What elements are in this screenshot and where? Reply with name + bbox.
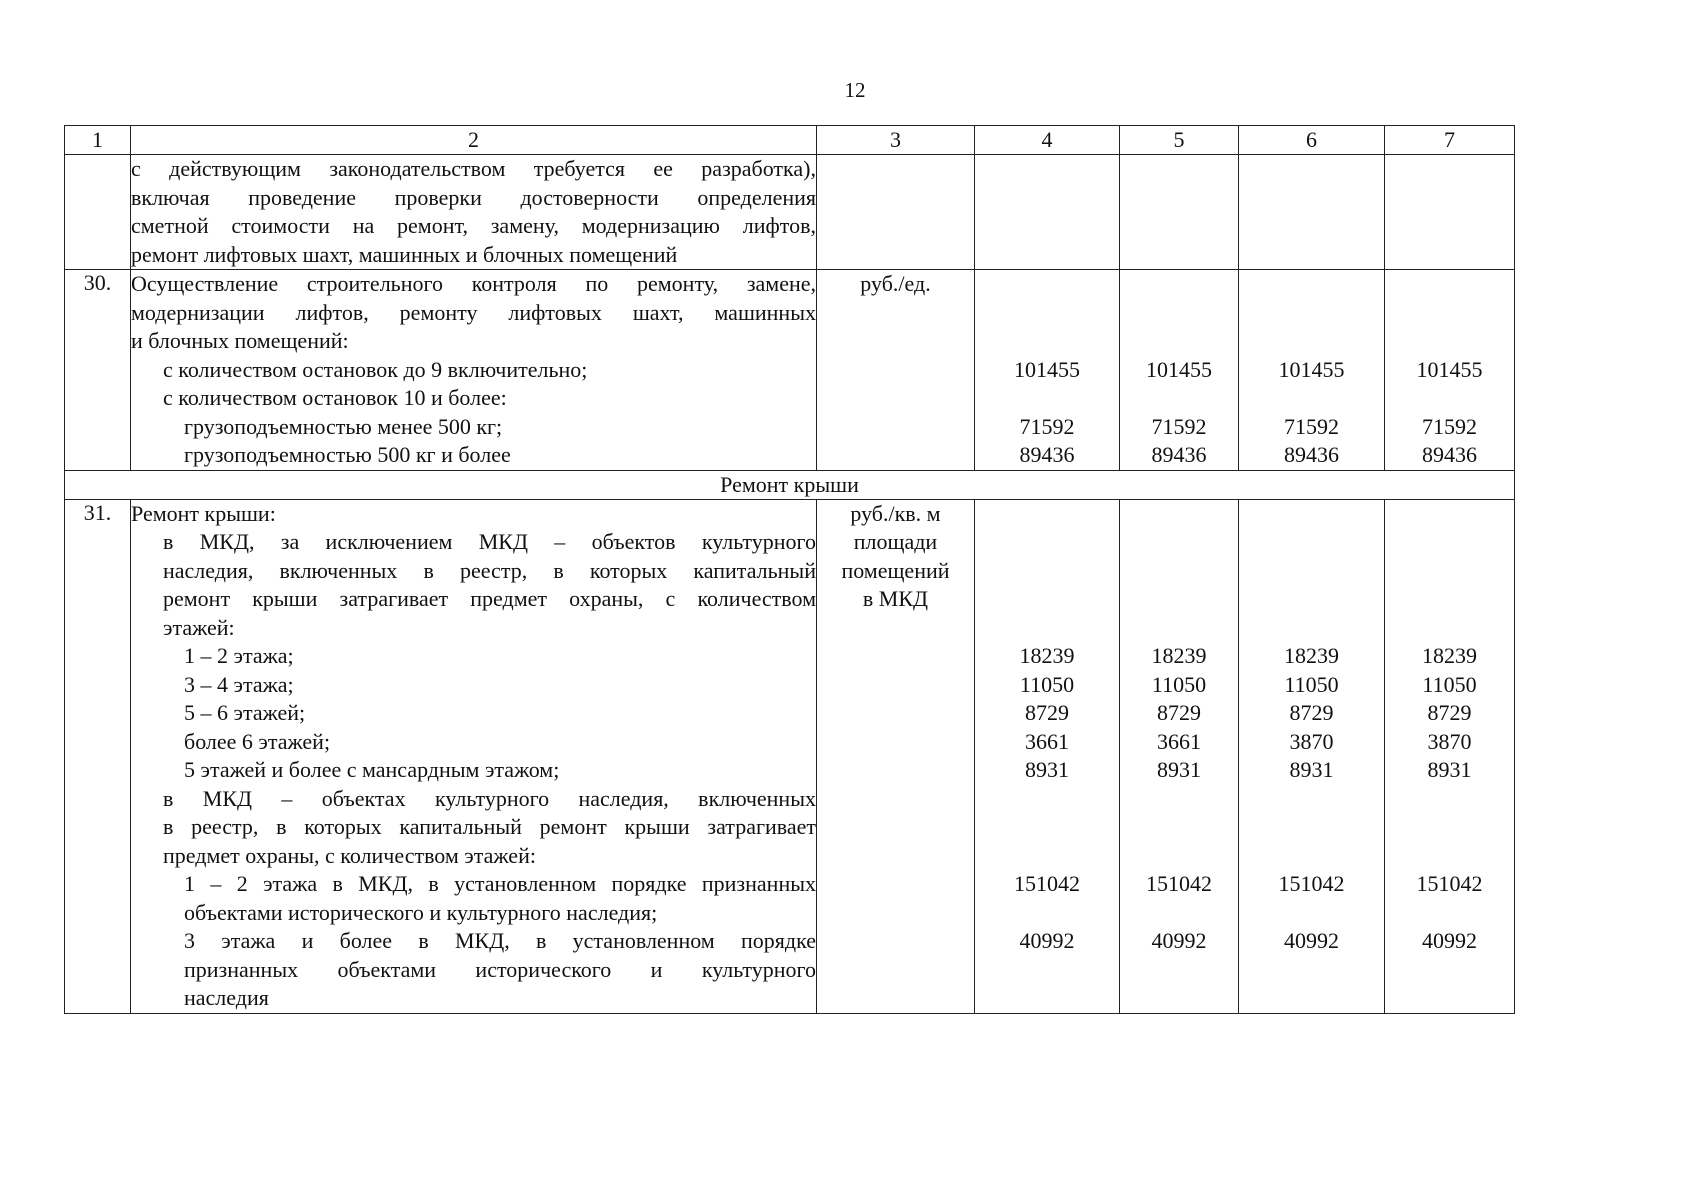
value-column-7: [1385, 270, 1515, 471]
value-line: 89436: [1422, 442, 1477, 467]
value-cell: [1239, 155, 1385, 270]
value-line: 8729: [1289, 700, 1334, 725]
value-line: [1239, 327, 1384, 356]
value-line: [1120, 984, 1238, 1013]
unit-cell: [817, 155, 975, 270]
value-line: [975, 614, 1119, 643]
description-line: Осуществление строительного контроля по ремонту, замене,: [131, 271, 816, 296]
value-cell: [1120, 155, 1239, 270]
section-header-row: [65, 470, 1515, 499]
description-line: с количеством остановок 10 и более:: [163, 385, 507, 410]
description-cell: [131, 499, 817, 1013]
value-line: [1239, 813, 1384, 842]
tariff-table: [64, 125, 1515, 1014]
unit-label: в МКД: [862, 586, 929, 611]
column-number: 4: [975, 126, 1120, 155]
value-line: 8931: [1025, 757, 1069, 782]
value-line: [1239, 585, 1384, 614]
description-line: грузоподъемностью менее 500 кг;: [184, 413, 503, 439]
description-line: предмет охраны, с количеством этажей:: [163, 842, 536, 868]
value-line: [975, 327, 1119, 356]
section-title: Ремонт крыши: [65, 470, 1515, 499]
column-number: 7: [1385, 126, 1515, 155]
description-line: 5 – 6 этажей;: [184, 700, 306, 725]
description-line: признанных объектами исторического и культурного: [184, 956, 816, 982]
value-line: [1385, 270, 1514, 299]
description-line: ремонт лифтовых шахт, машинных и блочных помещений: [131, 241, 678, 267]
value-line: 40992: [1151, 928, 1207, 953]
description-cell: [131, 155, 817, 270]
value-line: [1120, 614, 1238, 643]
value-line: [975, 384, 1119, 413]
value-line: [1120, 528, 1238, 557]
value-line: 8729: [1427, 700, 1472, 725]
value-line: [1120, 899, 1238, 928]
value-line: [1385, 528, 1514, 557]
description-line: наследия: [184, 985, 269, 1010]
value-line: 101455: [1416, 356, 1483, 382]
value-line: [1239, 270, 1384, 299]
value-line: [975, 899, 1119, 928]
value-line: 11050: [1019, 671, 1075, 697]
value-line: [975, 585, 1119, 614]
value-line: 18239: [1284, 643, 1339, 668]
value-line: 151042: [1416, 871, 1483, 896]
column-number: 3: [817, 126, 975, 155]
value-line: 101455: [1014, 356, 1080, 382]
value-line: 8931: [1157, 757, 1201, 782]
value-line: [1385, 614, 1514, 643]
value-line: 8931: [1427, 757, 1472, 782]
value-line: [1385, 384, 1514, 413]
value-line: [1239, 899, 1384, 928]
description-line: с количеством остановок до 9 включительно;: [163, 356, 588, 382]
value-line: 3661: [1025, 728, 1069, 754]
value-line: [975, 557, 1119, 586]
value-line: 89436: [1284, 442, 1339, 467]
value-line: [975, 842, 1119, 871]
value-line: 11050: [1422, 671, 1477, 697]
value-line: [1239, 842, 1384, 871]
description-line: модернизации лифтов, ремонту лифтовых шахт, машинных: [131, 299, 816, 325]
description-line: 1 – 2 этажа в МКД, в установленном порядке признанных: [184, 871, 816, 896]
value-line: [1385, 899, 1514, 928]
value-line: [975, 528, 1119, 557]
description-line: и блочных помещений:: [131, 328, 349, 353]
value-line: [1385, 585, 1514, 614]
value-line: 18239: [1019, 643, 1075, 668]
value-line: [1385, 842, 1514, 871]
continuation-row: [65, 155, 1515, 270]
value-line: [1120, 585, 1238, 614]
value-line: 3870: [1289, 728, 1334, 754]
value-line: [1239, 528, 1384, 557]
value-line: [1239, 614, 1384, 643]
value-column-5: [1120, 499, 1239, 1013]
description-line: ремонт крыши затрагивает предмет охраны, с количеством: [163, 586, 816, 611]
value-column-6: [1239, 499, 1385, 1013]
value-line: 71592: [1019, 413, 1075, 439]
value-line: [975, 813, 1119, 842]
row-number: 31.: [65, 499, 131, 1013]
value-line: [1385, 327, 1514, 356]
value-line: [1120, 956, 1238, 985]
value-line: 71592: [1422, 413, 1477, 439]
value-line: 40992: [1284, 928, 1339, 953]
value-line: 8729: [1025, 700, 1069, 725]
value-line: [1120, 813, 1238, 842]
unit-cell: [817, 270, 975, 471]
unit-label: помещений: [841, 557, 950, 583]
value-cell: [975, 155, 1120, 270]
value-line: 8729: [1157, 700, 1201, 725]
value-line: 40992: [1422, 928, 1477, 953]
value-line: 71592: [1284, 413, 1339, 439]
value-line: [975, 984, 1119, 1013]
value-line: 151042: [1014, 871, 1080, 896]
value-line: [1239, 299, 1384, 328]
value-line: [1385, 557, 1514, 586]
value-line: [975, 299, 1119, 328]
value-line: 89436: [1151, 442, 1207, 467]
value-line: [1120, 842, 1238, 871]
value-line: 18239: [1422, 643, 1477, 668]
description-line: объектами исторического и культурного наследия;: [184, 899, 658, 925]
row-number-cell: [65, 155, 131, 270]
value-line: [1385, 956, 1514, 985]
value-column-7: [1385, 499, 1515, 1013]
value-line: [1385, 785, 1514, 814]
description-line: 3 этажа и более в МКД, в установленном порядке: [184, 928, 816, 953]
value-line: 101455: [1278, 356, 1345, 382]
table-row-30: [65, 270, 1515, 471]
description-line: в МКД, за исключением МКД – объектов культурного: [163, 529, 816, 554]
value-line: 18239: [1151, 643, 1207, 668]
column-number: 1: [65, 126, 131, 155]
page-number: 12: [844, 78, 866, 102]
value-line: 11050: [1151, 671, 1207, 697]
value-cell: [1385, 155, 1515, 270]
value-line: 3870: [1427, 728, 1472, 754]
unit-label: руб./ед.: [860, 271, 931, 296]
value-line: [1120, 500, 1238, 529]
row-number: 30.: [65, 270, 131, 471]
description-line: 5 этажей и более с мансардным этажом;: [184, 757, 560, 782]
value-line: [1239, 984, 1384, 1013]
value-line: [1239, 384, 1384, 413]
value-line: [1385, 813, 1514, 842]
value-line: [1120, 785, 1238, 814]
value-line: 89436: [1019, 442, 1075, 467]
value-line: [975, 785, 1119, 814]
value-line: [1385, 984, 1514, 1013]
value-line: 151042: [1278, 871, 1345, 896]
description-line: с действующим законодательством требуется ее разработка),: [131, 156, 816, 181]
value-line: [1120, 299, 1238, 328]
value-line: 8931: [1289, 757, 1334, 782]
description-line: включая проведение проверки достоверности определения: [131, 184, 816, 210]
value-line: [1239, 785, 1384, 814]
value-line: [1385, 500, 1514, 529]
description-line: более 6 этажей;: [184, 728, 331, 754]
description-line: сметной стоимости на ремонт, замену, модернизацию лифтов,: [131, 213, 816, 238]
column-number: 2: [131, 126, 817, 155]
value-line: [975, 270, 1119, 299]
description-line: грузоподъемностью 500 кг и более: [184, 442, 511, 467]
description-line: Ремонт крыши:: [131, 500, 276, 526]
value-line: [1239, 557, 1384, 586]
value-column-5: [1120, 270, 1239, 471]
value-line: 40992: [1019, 928, 1075, 953]
description-line: наследия, включенных в реестр, в которых капитальный: [163, 557, 816, 583]
value-line: [1385, 299, 1514, 328]
description-line: в реестр, в которых капитальный ремонт крыши затрагивает: [163, 814, 816, 839]
description-line: 1 – 2 этажа;: [184, 643, 294, 668]
value-line: 71592: [1151, 413, 1207, 439]
value-column-4: [975, 499, 1120, 1013]
value-column-4: [975, 270, 1120, 471]
value-column-6: [1239, 270, 1385, 471]
value-line: 151042: [1146, 871, 1212, 896]
unit-cell: [817, 499, 975, 1013]
value-line: 101455: [1146, 356, 1212, 382]
value-line: [975, 956, 1119, 985]
value-line: [1239, 956, 1384, 985]
value-line: [1239, 500, 1384, 529]
unit-label: руб./кв. м: [850, 500, 941, 526]
value-line: [975, 500, 1119, 529]
description-line: в МКД – объектах культурного наследия, включенных: [163, 785, 816, 811]
value-line: 11050: [1284, 671, 1339, 697]
unit-label: площади: [853, 529, 938, 554]
column-number: 5: [1120, 126, 1239, 155]
value-line: 3661: [1157, 728, 1201, 754]
value-line: [1120, 327, 1238, 356]
description-line: 3 – 4 этажа;: [184, 671, 294, 697]
description-line: этажей:: [163, 614, 235, 640]
column-number-row: [65, 126, 1515, 155]
value-line: [1120, 270, 1238, 299]
table-row-31: [65, 499, 1515, 1013]
value-line: [1120, 384, 1238, 413]
column-number: 6: [1239, 126, 1385, 155]
value-line: [1120, 557, 1238, 586]
description-cell: [131, 270, 817, 471]
